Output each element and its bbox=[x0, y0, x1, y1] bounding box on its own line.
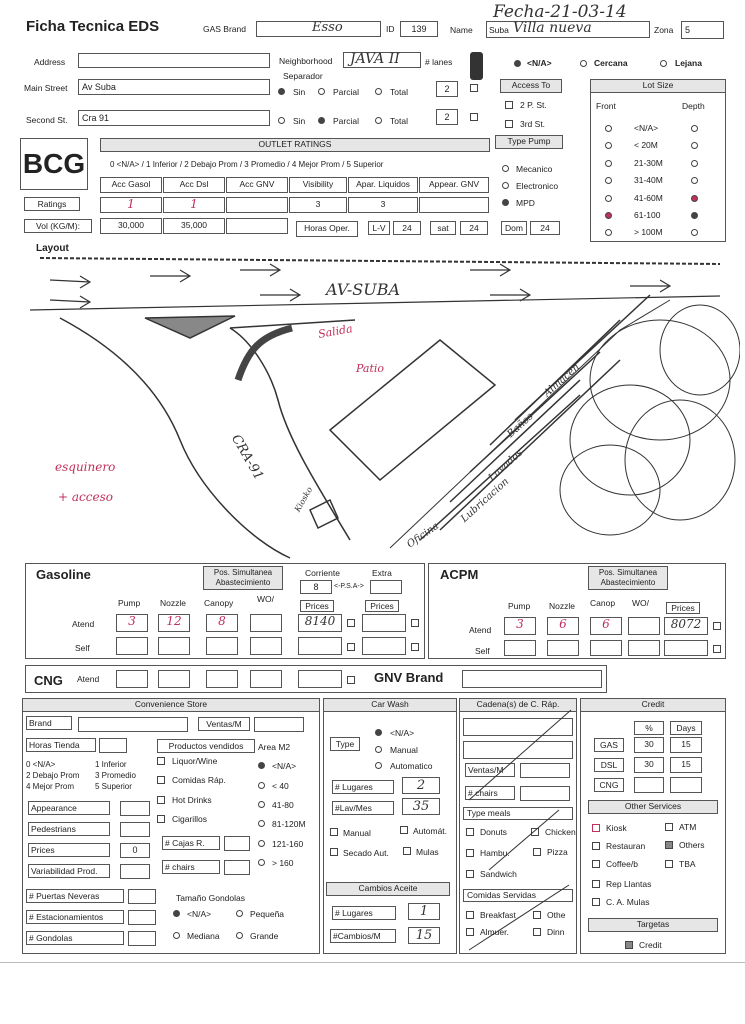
puertas-field[interactable] bbox=[128, 889, 156, 904]
area-radio[interactable] bbox=[258, 801, 265, 808]
gas-brand-field[interactable]: Esso bbox=[256, 21, 381, 37]
sep1-total-radio[interactable] bbox=[375, 88, 382, 95]
gas-self-extra-price[interactable] bbox=[362, 637, 406, 655]
name-field[interactable]: Suba Villa nueva bbox=[486, 21, 650, 38]
appearance-field[interactable] bbox=[120, 801, 150, 816]
depth-radio[interactable] bbox=[691, 195, 698, 202]
sat-hours[interactable]: 24 bbox=[460, 221, 488, 235]
credit-gas-pct[interactable]: 30 bbox=[634, 737, 664, 753]
gas-self-nozzle[interactable] bbox=[158, 637, 190, 655]
cng-title: CNG bbox=[34, 673, 63, 688]
gas-atend-nozzle[interactable]: 12 bbox=[158, 614, 190, 632]
wash-secado-check[interactable] bbox=[330, 848, 338, 856]
liquor-check[interactable] bbox=[157, 757, 165, 765]
esquinero-note: esquinero bbox=[55, 460, 116, 474]
acpm-atend-pump[interactable]: 3 bbox=[504, 617, 536, 635]
vol-label: Vol (KG/M): bbox=[24, 219, 92, 233]
gas-self-check[interactable] bbox=[347, 643, 355, 651]
lanes2-field[interactable]: 2 bbox=[436, 109, 458, 125]
id-field[interactable]: 139 bbox=[400, 21, 438, 37]
front-radio[interactable] bbox=[605, 195, 612, 202]
sep2-parcial-radio[interactable] bbox=[318, 117, 325, 124]
lot-size-header: Lot Size bbox=[590, 79, 726, 93]
lv-hours[interactable]: 24 bbox=[393, 221, 421, 235]
service-kiosk-check[interactable] bbox=[592, 824, 600, 832]
rating-acc-gnv[interactable] bbox=[226, 197, 288, 213]
area-radio[interactable] bbox=[258, 859, 265, 866]
service-coffee-check[interactable] bbox=[592, 860, 600, 868]
targeta-credit-check[interactable] bbox=[625, 941, 633, 949]
brand-field[interactable] bbox=[78, 717, 188, 732]
area-radio[interactable] bbox=[258, 820, 265, 827]
wash-type-radio[interactable] bbox=[375, 762, 382, 769]
wash-manual-check[interactable] bbox=[330, 828, 338, 836]
gondola-size-radio[interactable] bbox=[236, 932, 243, 939]
depth-radio[interactable] bbox=[691, 212, 698, 219]
cng-wo[interactable] bbox=[250, 670, 282, 688]
wash-type-radio[interactable] bbox=[375, 729, 382, 736]
second-street-field[interactable]: Cra 91 bbox=[78, 110, 270, 126]
variabilidad-field[interactable] bbox=[120, 864, 150, 879]
horas-oper-label: Horas Oper. bbox=[296, 221, 358, 237]
acpm-self-wo[interactable] bbox=[628, 640, 660, 656]
service-restaurant-check[interactable] bbox=[592, 842, 600, 850]
page-bottom-divider bbox=[0, 962, 745, 963]
dom-hours[interactable]: 24 bbox=[530, 221, 560, 235]
name-label: Name bbox=[450, 25, 473, 35]
service-others-check[interactable] bbox=[665, 841, 673, 849]
acpm-atend-price[interactable]: 8072 bbox=[664, 617, 708, 635]
gasoline-title: Gasoline bbox=[36, 567, 91, 582]
gnv-brand-title: GNV Brand bbox=[374, 670, 444, 685]
credit-gas-days[interactable]: 15 bbox=[670, 737, 702, 753]
other-services-header: Other Services bbox=[588, 800, 718, 814]
targetas-header: Targetas bbox=[588, 918, 718, 932]
hot-drinks-check[interactable] bbox=[157, 796, 165, 804]
form-title: Ficha Tecnica EDS bbox=[26, 18, 160, 35]
gondola-size-radio[interactable] bbox=[173, 932, 180, 939]
cng-check[interactable] bbox=[347, 676, 355, 684]
access-to-header: Access To bbox=[500, 79, 562, 93]
gas-extra-check[interactable] bbox=[411, 619, 419, 627]
neighborhood-field[interactable]: JAVA II bbox=[343, 52, 421, 68]
sep1-sin-radio[interactable] bbox=[278, 88, 285, 95]
cambios-per-month-field[interactable]: 15 bbox=[408, 927, 440, 944]
depth-radio[interactable] bbox=[691, 142, 698, 149]
acpm-self-check[interactable] bbox=[713, 645, 721, 653]
horas-tienda-field[interactable] bbox=[99, 738, 127, 753]
gas-atend-wo[interactable] bbox=[250, 614, 282, 632]
sep1-parcial-radio[interactable] bbox=[318, 88, 325, 95]
zona-label: Zona bbox=[654, 25, 674, 35]
pedestrians-field[interactable] bbox=[120, 822, 150, 837]
depth-radio[interactable] bbox=[691, 177, 698, 184]
location-cercana-radio[interactable] bbox=[580, 60, 587, 67]
acpm-title: ACPM bbox=[440, 567, 479, 582]
acpm-atend-canopy[interactable]: 6 bbox=[590, 617, 622, 635]
service-ca-mulas-check[interactable] bbox=[592, 898, 600, 906]
cng-price[interactable] bbox=[298, 670, 342, 688]
corriente-field[interactable]: 8 bbox=[300, 580, 332, 594]
sep2-sin-radio[interactable] bbox=[278, 117, 285, 124]
front-radio[interactable] bbox=[605, 177, 612, 184]
cng-pump[interactable] bbox=[116, 670, 148, 688]
cadena-header: Cadena(s) de C. Ráp. bbox=[459, 698, 577, 712]
front-radio[interactable] bbox=[605, 212, 612, 219]
depth-radio[interactable] bbox=[691, 229, 698, 236]
sep2-total-radio[interactable] bbox=[375, 117, 382, 124]
credit-cng-pct[interactable] bbox=[634, 777, 664, 793]
cambios-aceite-header: Cambios Aceite bbox=[326, 882, 450, 896]
gas-price-check[interactable] bbox=[347, 619, 355, 627]
address-field[interactable] bbox=[78, 53, 270, 68]
acpm-atend-nozzle[interactable]: 6 bbox=[547, 617, 579, 635]
rating-appear-gnv[interactable] bbox=[419, 197, 489, 213]
bcg-logo: BCG bbox=[20, 138, 88, 190]
acpm-self-price[interactable] bbox=[664, 640, 708, 656]
area-radio[interactable] bbox=[258, 840, 265, 847]
rating-acc-dsl[interactable]: 1 bbox=[163, 197, 225, 213]
gas-atend-price[interactable]: 8140 bbox=[298, 614, 342, 632]
gondola-size-radio[interactable] bbox=[173, 910, 180, 917]
acpm-pos-sim-header: Pos. Simultanea Abastecimiento bbox=[588, 566, 668, 590]
front-radio[interactable] bbox=[605, 160, 612, 167]
wash-auto-check[interactable] bbox=[400, 826, 408, 834]
wash-lugares-field[interactable]: 2 bbox=[402, 777, 440, 794]
ventas-field[interactable] bbox=[254, 717, 304, 732]
depth-radio[interactable] bbox=[691, 160, 698, 167]
vol-gnv[interactable] bbox=[226, 218, 288, 234]
access-2pst-check[interactable] bbox=[505, 101, 513, 109]
layout-label: Layout bbox=[36, 243, 69, 254]
lanes2-check[interactable] bbox=[470, 113, 478, 121]
carwash-header: Car Wash bbox=[323, 698, 457, 712]
ratings-label: Ratings bbox=[24, 197, 80, 211]
patio-note: Patio bbox=[356, 362, 385, 375]
acpm-self-canopy[interactable] bbox=[590, 640, 622, 656]
acpm-self-pump[interactable] bbox=[504, 640, 536, 656]
outlet-ratings-header: OUTLET RATINGS bbox=[100, 138, 490, 152]
credit-dsl-pct[interactable]: 30 bbox=[634, 757, 664, 773]
gondola-size-radio[interactable] bbox=[236, 910, 243, 917]
credit-cng-days[interactable] bbox=[670, 777, 702, 793]
front-radio[interactable] bbox=[605, 142, 612, 149]
pump-electronico-radio[interactable] bbox=[502, 182, 509, 189]
lanes-label: # lanes bbox=[425, 57, 453, 67]
area-radio[interactable] bbox=[258, 762, 265, 769]
area-radio[interactable] bbox=[258, 782, 265, 789]
comidas-check[interactable] bbox=[157, 776, 165, 784]
service-rep-llantas-check[interactable] bbox=[592, 880, 600, 888]
rating-scale: 0 <N/A> / 1 Inferior / 2 Debajo Prom / 3 Promedio / 4 Mejor Prom / 5 Superior bbox=[110, 160, 384, 169]
credit-dsl-days[interactable]: 15 bbox=[670, 757, 702, 773]
acpm-atend-wo[interactable] bbox=[628, 617, 660, 635]
rating-apar-liquidos[interactable]: 3 bbox=[348, 197, 418, 213]
wash-mulas-check[interactable] bbox=[403, 847, 411, 855]
id-label: ID bbox=[386, 24, 395, 34]
front-radio[interactable] bbox=[605, 229, 612, 236]
gondolas-field[interactable] bbox=[128, 931, 156, 946]
access-3rdst-check[interactable] bbox=[505, 120, 513, 128]
main-street-field[interactable]: Av Suba bbox=[78, 79, 270, 95]
rating-visibility[interactable]: 3 bbox=[289, 197, 347, 213]
gas-brand-label: GAS Brand bbox=[203, 24, 246, 34]
convenience-header: Convenience Store bbox=[22, 698, 320, 712]
vol-dsl[interactable]: 35,000 bbox=[163, 218, 225, 234]
service-tba-check[interactable] bbox=[665, 860, 673, 868]
separador-label: Separador bbox=[283, 71, 323, 81]
prices-field[interactable]: 0 bbox=[120, 843, 150, 858]
gas-self-canopy[interactable] bbox=[206, 637, 238, 655]
traffic-light-icon bbox=[470, 52, 483, 80]
gas-self-price[interactable] bbox=[298, 637, 342, 655]
gas-self-wo[interactable] bbox=[250, 637, 282, 655]
lanes1-check[interactable] bbox=[470, 84, 478, 92]
location-na-radio[interactable] bbox=[514, 60, 521, 67]
address-label: Address bbox=[34, 57, 66, 67]
front-radio[interactable] bbox=[605, 125, 612, 132]
lanes1-field[interactable]: 2 bbox=[436, 81, 458, 97]
extra-field[interactable] bbox=[370, 580, 402, 594]
credit-header: Credit bbox=[580, 698, 726, 712]
pump-mecanico-radio[interactable] bbox=[502, 165, 509, 172]
acpm-self-nozzle[interactable] bbox=[547, 640, 579, 656]
cajas-field[interactable] bbox=[224, 836, 250, 851]
type-pump-header: Type Pump bbox=[495, 135, 563, 149]
pump-mpd-radio[interactable] bbox=[502, 199, 509, 206]
main-street-label: Main Street bbox=[24, 83, 68, 93]
acpm-price-check[interactable] bbox=[713, 622, 721, 630]
cambios-lugares-field[interactable]: 1 bbox=[408, 903, 440, 920]
neighborhood-label: Neighborhood bbox=[279, 56, 333, 66]
gas-self-extra-check[interactable] bbox=[411, 643, 419, 651]
gnv-brand-field[interactable] bbox=[462, 670, 602, 688]
wash-lav-field[interactable]: 35 bbox=[402, 798, 440, 815]
cng-nozzle[interactable] bbox=[158, 670, 190, 688]
gas-pos-sim-header: Pos. Simultanea Abastecimiento bbox=[203, 566, 283, 590]
rating-acc-gasol[interactable]: 1 bbox=[100, 197, 162, 213]
cng-canopy[interactable] bbox=[206, 670, 238, 688]
date-handwritten: Fecha-21-03-14 bbox=[493, 2, 627, 22]
cigarillos-check[interactable] bbox=[157, 815, 165, 823]
wash-type-radio[interactable] bbox=[375, 746, 382, 753]
vol-gasol[interactable]: 30,000 bbox=[100, 218, 162, 234]
salida-note: Salida bbox=[317, 322, 354, 341]
gas-atend-canopy[interactable]: 8 bbox=[206, 614, 238, 632]
gas-self-pump[interactable] bbox=[116, 637, 148, 655]
acceso-note: + acceso bbox=[58, 490, 113, 504]
second-street-label: Second St. bbox=[26, 115, 68, 125]
estacionamientos-field[interactable] bbox=[128, 910, 156, 925]
location-lejana-radio[interactable] bbox=[660, 60, 667, 67]
store-chairs-field[interactable] bbox=[224, 860, 250, 875]
gas-extra-price[interactable] bbox=[362, 614, 406, 632]
street-cra-91: CRA-91 bbox=[228, 432, 267, 483]
service-atm-check[interactable] bbox=[665, 823, 673, 831]
zona-field[interactable]: 5 bbox=[681, 21, 724, 39]
depth-radio[interactable] bbox=[691, 125, 698, 132]
gas-atend-pump[interactable]: 3 bbox=[116, 614, 148, 632]
cadena-strike-marks bbox=[459, 700, 577, 954]
street-av-suba: AV-SUBA bbox=[326, 280, 401, 299]
